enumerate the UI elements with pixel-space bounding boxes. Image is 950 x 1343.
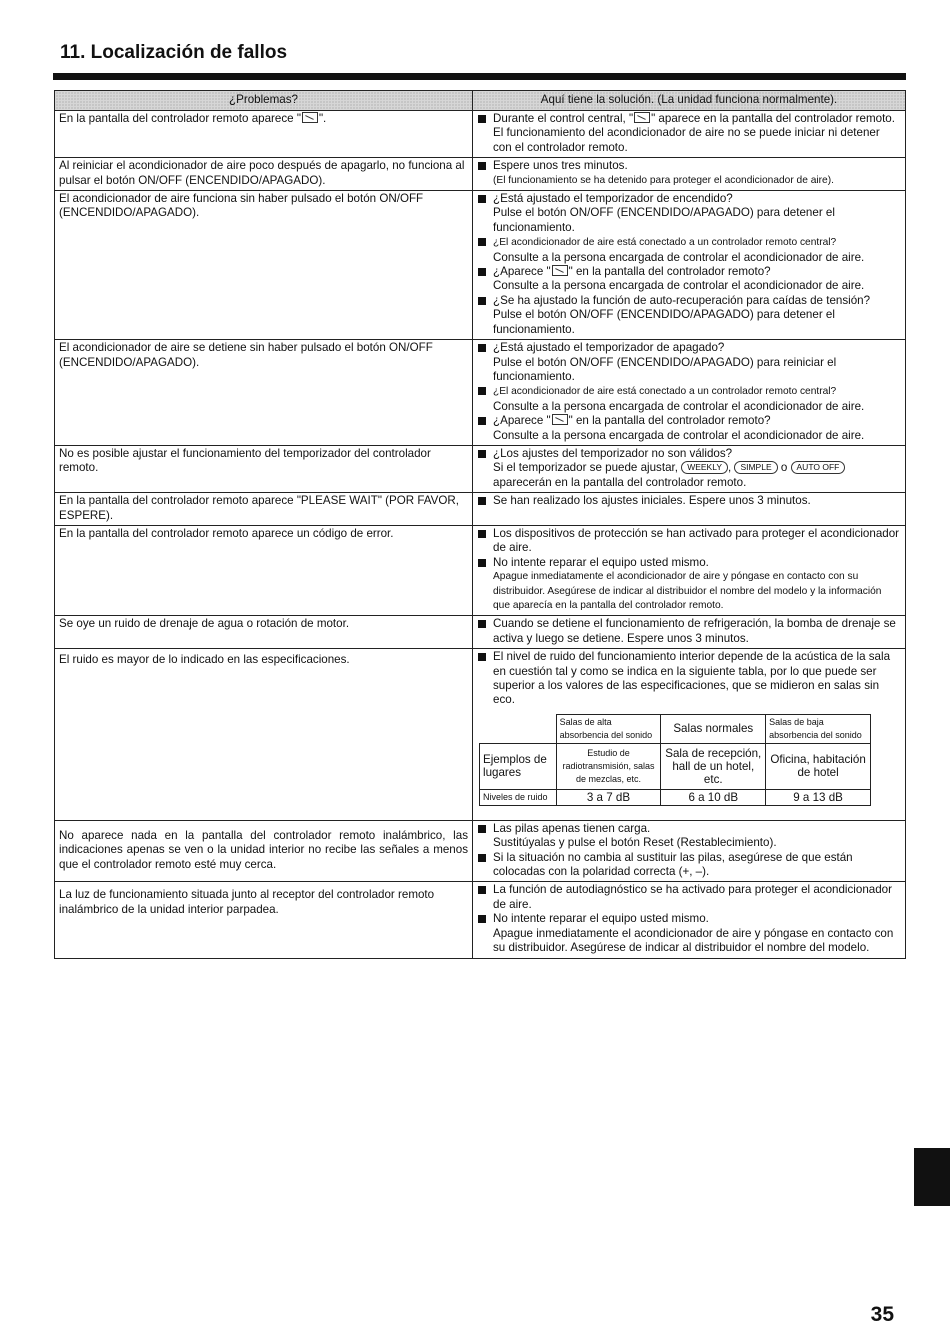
problem-cell: El ruido es mayor de lo indicado en las especificaciones. — [55, 649, 473, 821]
solution-cell — [473, 649, 906, 821]
solution-item: Durante el control central, " " aparece en la pantalla del controlador remoto. El funcionamiento del acondicionador de aire no se puede iniciar ni detener con el controlador remoto. — [477, 112, 901, 155]
solution-item: Se han realizado los ajustes iniciales. Espere unos 3 minutos. — [477, 494, 901, 508]
problem-cell: La luz de funcionamiento situada junto al receptor del controlador remoto inalámbrico de la unidad interior parpadea. — [55, 882, 473, 958]
table-row — [55, 820, 906, 882]
weekly-button-icon: WEEKLY — [681, 461, 728, 474]
solution-cell — [473, 616, 906, 649]
solution-cell — [473, 882, 906, 958]
solution-cell — [473, 191, 906, 340]
table-cell: 6 a 10 dB — [661, 789, 766, 805]
noise-level-table — [479, 714, 871, 806]
table-row — [55, 158, 906, 191]
table-cell: 3 a 7 dB — [556, 789, 661, 805]
troubleshooting-table — [54, 90, 906, 959]
table-row — [55, 616, 906, 649]
table-cell: Oficina, habitación de hotel — [766, 743, 871, 789]
problem-cell: En la pantalla del controlador remoto aparece " ". — [55, 111, 473, 158]
solution-cell — [473, 111, 906, 158]
display-icon — [302, 112, 318, 123]
table-cell: Sala de recepción, hall de un hotel, etc. — [661, 743, 766, 789]
solution-item: ¿Se ha ajustado la función de auto-recuperación para caídas de tensión? Pulse el botón ON/OFF (ENCENDIDO/APAGADO) para detener el funcionamiento. — [477, 294, 901, 337]
section-title: 11. Localización de fallos — [60, 42, 288, 63]
table-row — [55, 493, 906, 526]
solution-item: ¿Está ajustado el temporizador de apagado? Pulse el botón ON/OFF (ENCENDIDO/APAGADO) para reiniciar el funcionamiento. — [477, 341, 901, 384]
display-icon — [552, 414, 568, 425]
solution-cell — [473, 525, 906, 615]
table-row — [55, 445, 906, 492]
table-row — [55, 649, 906, 821]
table-row — [55, 340, 906, 446]
solution-item: ¿Está ajustado el temporizador de encendido? Pulse el botón ON/OFF (ENCENDIDO/APAGADO) para detener el funcionamiento. — [477, 192, 901, 235]
table-row — [480, 714, 871, 743]
section-tab-marker — [914, 1148, 950, 1206]
column-header: Salas de alta absorbencia del sonido — [556, 714, 661, 743]
row-label: Ejemplos de lugares — [480, 743, 557, 789]
problem-cell: El acondicionador de aire funciona sin haber pulsado el botón ON/OFF (ENCENDIDO/APAGADO). — [55, 191, 473, 340]
solution-item: Cuando se detiene el funcionamiento de refrigeración, la bomba de drenaje se activa y luego se detiene. Espere unos 3 minutos. — [477, 617, 901, 646]
table-cell: 9 a 13 dB — [766, 789, 871, 805]
problem-cell: Al reiniciar el acondicionador de aire poco después de apagarlo, no funciona al pulsar el botón ON/OFF (ENCENDIDO/APAGADO). — [55, 158, 473, 191]
solution-item: Espere unos tres minutos. (El funcionamiento se ha detenido para proteger el acondicionador de aire). — [477, 159, 901, 188]
table-row — [55, 191, 906, 340]
solution-item: ¿Aparece " " en la pantalla del controlador remoto? Consulte a la persona encargada de controlar el acondicionador de aire. — [477, 414, 901, 443]
problem-cell: Se oye un ruido de drenaje de agua o rotación de motor. — [55, 616, 473, 649]
auto-off-button-icon: AUTO OFF — [791, 461, 846, 474]
solution-item: No intente reparar el equipo usted mismo. Apague inmediatamente el acondicionador de aire y póngase en contacto con su distribuidor. Asegúrese de indicar al distribuidor el nombre del modelo. — [477, 912, 901, 955]
solution-cell — [473, 340, 906, 446]
problems-header: ¿Problemas? — [55, 91, 473, 111]
problem-cell: En la pantalla del controlador remoto aparece "PLEASE WAIT" (POR FAVOR, ESPERE). — [55, 493, 473, 526]
solution-item: ¿El acondicionador de aire está conectado a un controlador remoto central? Consulte a la persona encargada de controlar el acondicionador de aire. — [477, 235, 901, 265]
solution-item: ¿Aparece " " en la pantalla del controlador remoto? Consulte a la persona encargada de controlar el acondicionador de aire. — [477, 265, 901, 294]
solution-item: ¿Los ajustes del temporizador no son válidos? Si el temporizador se puede ajustar, WEEKLY , SIMPLE o AUTO OFF aparecerán en la pantalla del controlador remoto. — [477, 447, 901, 490]
display-icon — [634, 112, 650, 123]
solution-item: ¿El acondicionador de aire está conectado a un controlador remoto central? Consulte a la persona encargada de controlar el acondicionador de aire. — [477, 384, 901, 414]
solution-item: Si la situación no cambia al sustituir las pilas, asegúrese de que están colocadas con la polaridad correcta (+, –). — [477, 851, 901, 880]
problem-cell: No aparece nada en la pantalla del controlador remoto inalámbrico, las indicaciones apenas se ven o la unidad interior no recibe las señales a menos que el controlador remoto esté muy cerca. — [55, 820, 473, 882]
problem-cell: En la pantalla del controlador remoto aparece un código de error. — [55, 525, 473, 615]
title-rule — [53, 73, 906, 80]
solution-cell — [473, 158, 906, 191]
column-header: Salas normales — [661, 714, 766, 743]
solution-cell — [473, 445, 906, 492]
table-row — [55, 111, 906, 158]
problem-cell: No es posible ajustar el funcionamiento del temporizador del controlador remoto. — [55, 445, 473, 492]
column-header: Salas de baja absorbencia del sonido — [766, 714, 871, 743]
row-label: Niveles de ruido — [480, 789, 557, 805]
table-row — [55, 525, 906, 615]
table-row — [55, 882, 906, 958]
table-row — [480, 743, 871, 789]
page-number: 35 — [870, 1303, 894, 1326]
solution-item: La función de autodiagnóstico se ha activado para proteger el acondicionador de aire. — [477, 883, 901, 912]
solution-item: No intente reparar el equipo usted mismo. Apague inmediatamente el acondicionador de aire y póngase en contacto con su distribuidor. Asegúrese de indicar al distribuidor el nombre del modelo y la información que aparecía en la pantalla del controlador remoto. — [477, 556, 901, 614]
display-icon — [552, 265, 568, 276]
simple-button-icon: SIMPLE — [734, 461, 777, 474]
table-cell: Estudio de radiotransmisión, salas de mezclas, etc. — [556, 743, 661, 789]
solution-cell — [473, 493, 906, 526]
problem-cell: El acondicionador de aire se detiene sin haber pulsado el botón ON/OFF (ENCENDIDO/APAGADO). — [55, 340, 473, 446]
solution-item: Los dispositivos de protección se han activado para proteger el acondicionador de aire. — [477, 527, 901, 556]
solution-header: Aquí tiene la solución. (La unidad funciona normalmente). — [473, 91, 906, 111]
solution-item: Las pilas apenas tienen carga. Sustitúyalas y pulse el botón Reset (Restablecimiento). — [477, 822, 901, 851]
table-row — [480, 789, 871, 805]
solution-cell — [473, 820, 906, 882]
solution-item: El nivel de ruido del funcionamiento interior depende de la acústica de la sala en cuestión tal y como se indica en la siguiente tabla, por lo que puede ser superior a los valores de las especificaciones, que se midieron en salas sin eco. — [477, 650, 901, 708]
